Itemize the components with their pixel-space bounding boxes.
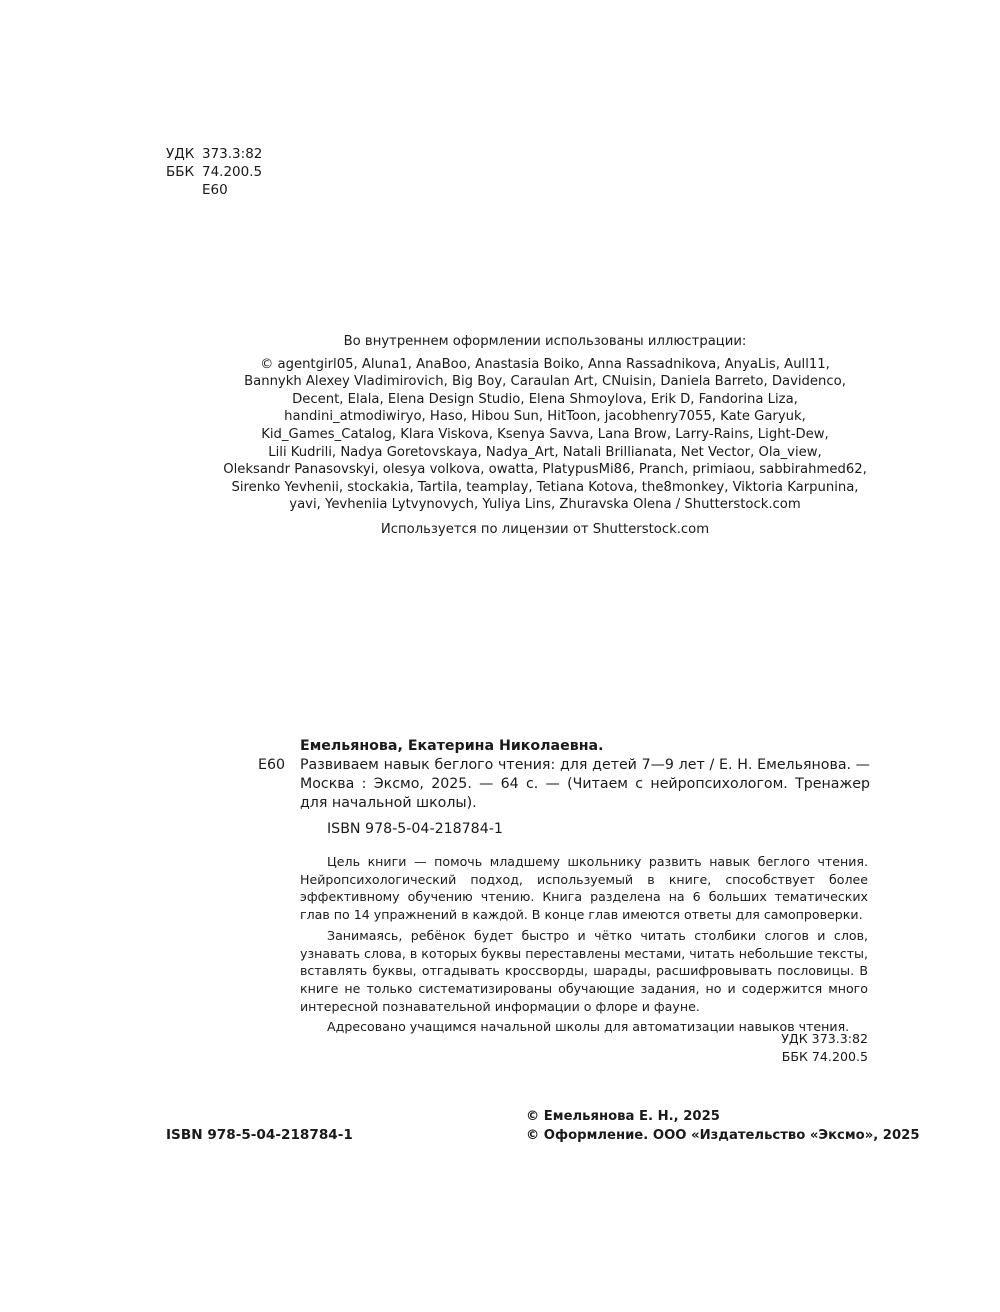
bbk-row: [166, 163, 262, 181]
bib-entry: [258, 756, 870, 813]
credits-line: Sirenko Yevhenii, stockakia, Tartila, teamplay, Tetiana Kotova, the8monkey, Viktoria Karpunina,: [231, 479, 859, 495]
udk-row: [166, 145, 262, 163]
bib-code: Е60: [258, 757, 286, 773]
annotation: [300, 853, 868, 1036]
credits-line: Oleksandr Panasovskyi, olesya volkova, owatta, PlatypusMi86, Pranch, primiaou, sabbirahmed62,: [223, 462, 867, 478]
credits-line: Lili Kudrili, Nadya Goretovskaya, Nadya_Art, Natali Brillianata, Net Vector, Ola_view,: [268, 444, 822, 460]
credits-line: Decent, Elala, Elena Design Studio, Elena Shmoylova, Erik D, Fandorina Liza,: [292, 391, 798, 407]
bib-isbn: ISBN 978-5-04-218784-1: [327, 821, 503, 837]
credits-line: Bannykh Alexey Vladimirovich, Big Boy, Caraulan Art, CNuisin, Daniela Barreto, Davidenco,: [244, 374, 846, 390]
license-note: Используется по лицензии от Shutterstock.com: [380, 521, 710, 537]
annotation-classification: [700, 1030, 868, 1065]
credits-line: Kid_Games_Catalog, Klara Viskova, Ksenya Savva, Lana Brow, Larry-Rains, Light-Dew,: [261, 426, 829, 442]
copyright-design: © Оформление. ООО «Издательство «Эксмо», 2025: [526, 1128, 920, 1143]
credits-line: handini_atmodiwiryo, Haso, Hibou Sun, HitToon, jacobhenry7055, Kate Garyuk,: [284, 409, 806, 425]
annotation-paragraph: Цель книги — помочь младшему школьнику развить навык беглого чтения. Нейропсихологический подход, используемый в книге, способствует более эффективному обучению чтению. Книга разделена на 6 больших тематических глав по 14 упражнений в каждой. В конце глав имеются ответы для самопроверки.: [300, 854, 868, 923]
copyright-author: © Емельянова Е. Н., 2025: [526, 1109, 720, 1124]
copyright-block: [526, 1107, 920, 1145]
udk-label: УДК: [166, 146, 195, 162]
illustration-credits: [200, 333, 890, 539]
annotation-udk: УДК 373.3:82: [781, 1031, 868, 1046]
bib-description: Развиваем навык беглого чтения: для детей 7—9 лет / Е. Н. Емельянова. — Москва : Эксмо, 2025. — 64 с. — (Читаем с нейропсихологом. Тренажер для начальной школы).: [300, 757, 870, 811]
annotation-bbk: ББК 74.200.5: [781, 1048, 868, 1064]
credits-line: yavi, Yevheniia Lytvynovych, Yuliya Lins, Zhuravska Olena / Shutterstock.com: [289, 497, 801, 513]
isbn-footer: ISBN 978-5-04-218784-1: [166, 1127, 353, 1143]
udk-value: 373.3:82: [202, 146, 263, 162]
author-mark-row: [166, 181, 262, 199]
credits-line: © agentgirl05, Aluna1, AnaBoo, Anastasia Boiko, Anna Rassadnikova, AnyaLis, Aull11,: [260, 356, 830, 372]
credits-heading: Во внутреннем оформлении использованы иллюстрации:: [343, 334, 747, 349]
author-mark: Е60: [202, 182, 228, 198]
bbk-value: 74.200.5: [202, 164, 263, 180]
author-name: Емельянова, Екатерина Николаевна.: [300, 738, 604, 754]
bbk-label: ББК: [166, 164, 195, 180]
annotation-paragraph: Занимаясь, ребёнок будет быстро и чётко читать столбики слогов и слов, узнавать слова, в которых буквы переставлены местами, читать небольшие тексты, вставлять буквы, отгадывать кроссворды, шарады, расшифровывать пословицы. В книге не только систематизированы обучающие задания, но и содержится много интересной познавательной информации о флоре и фауне.: [300, 927, 868, 1014]
bibliographic-record: [258, 737, 870, 839]
classification-block: [166, 145, 262, 199]
annotation-paragraph: Адресовано учащимся начальной школы для автоматизации навыков чтения.: [327, 1019, 850, 1035]
